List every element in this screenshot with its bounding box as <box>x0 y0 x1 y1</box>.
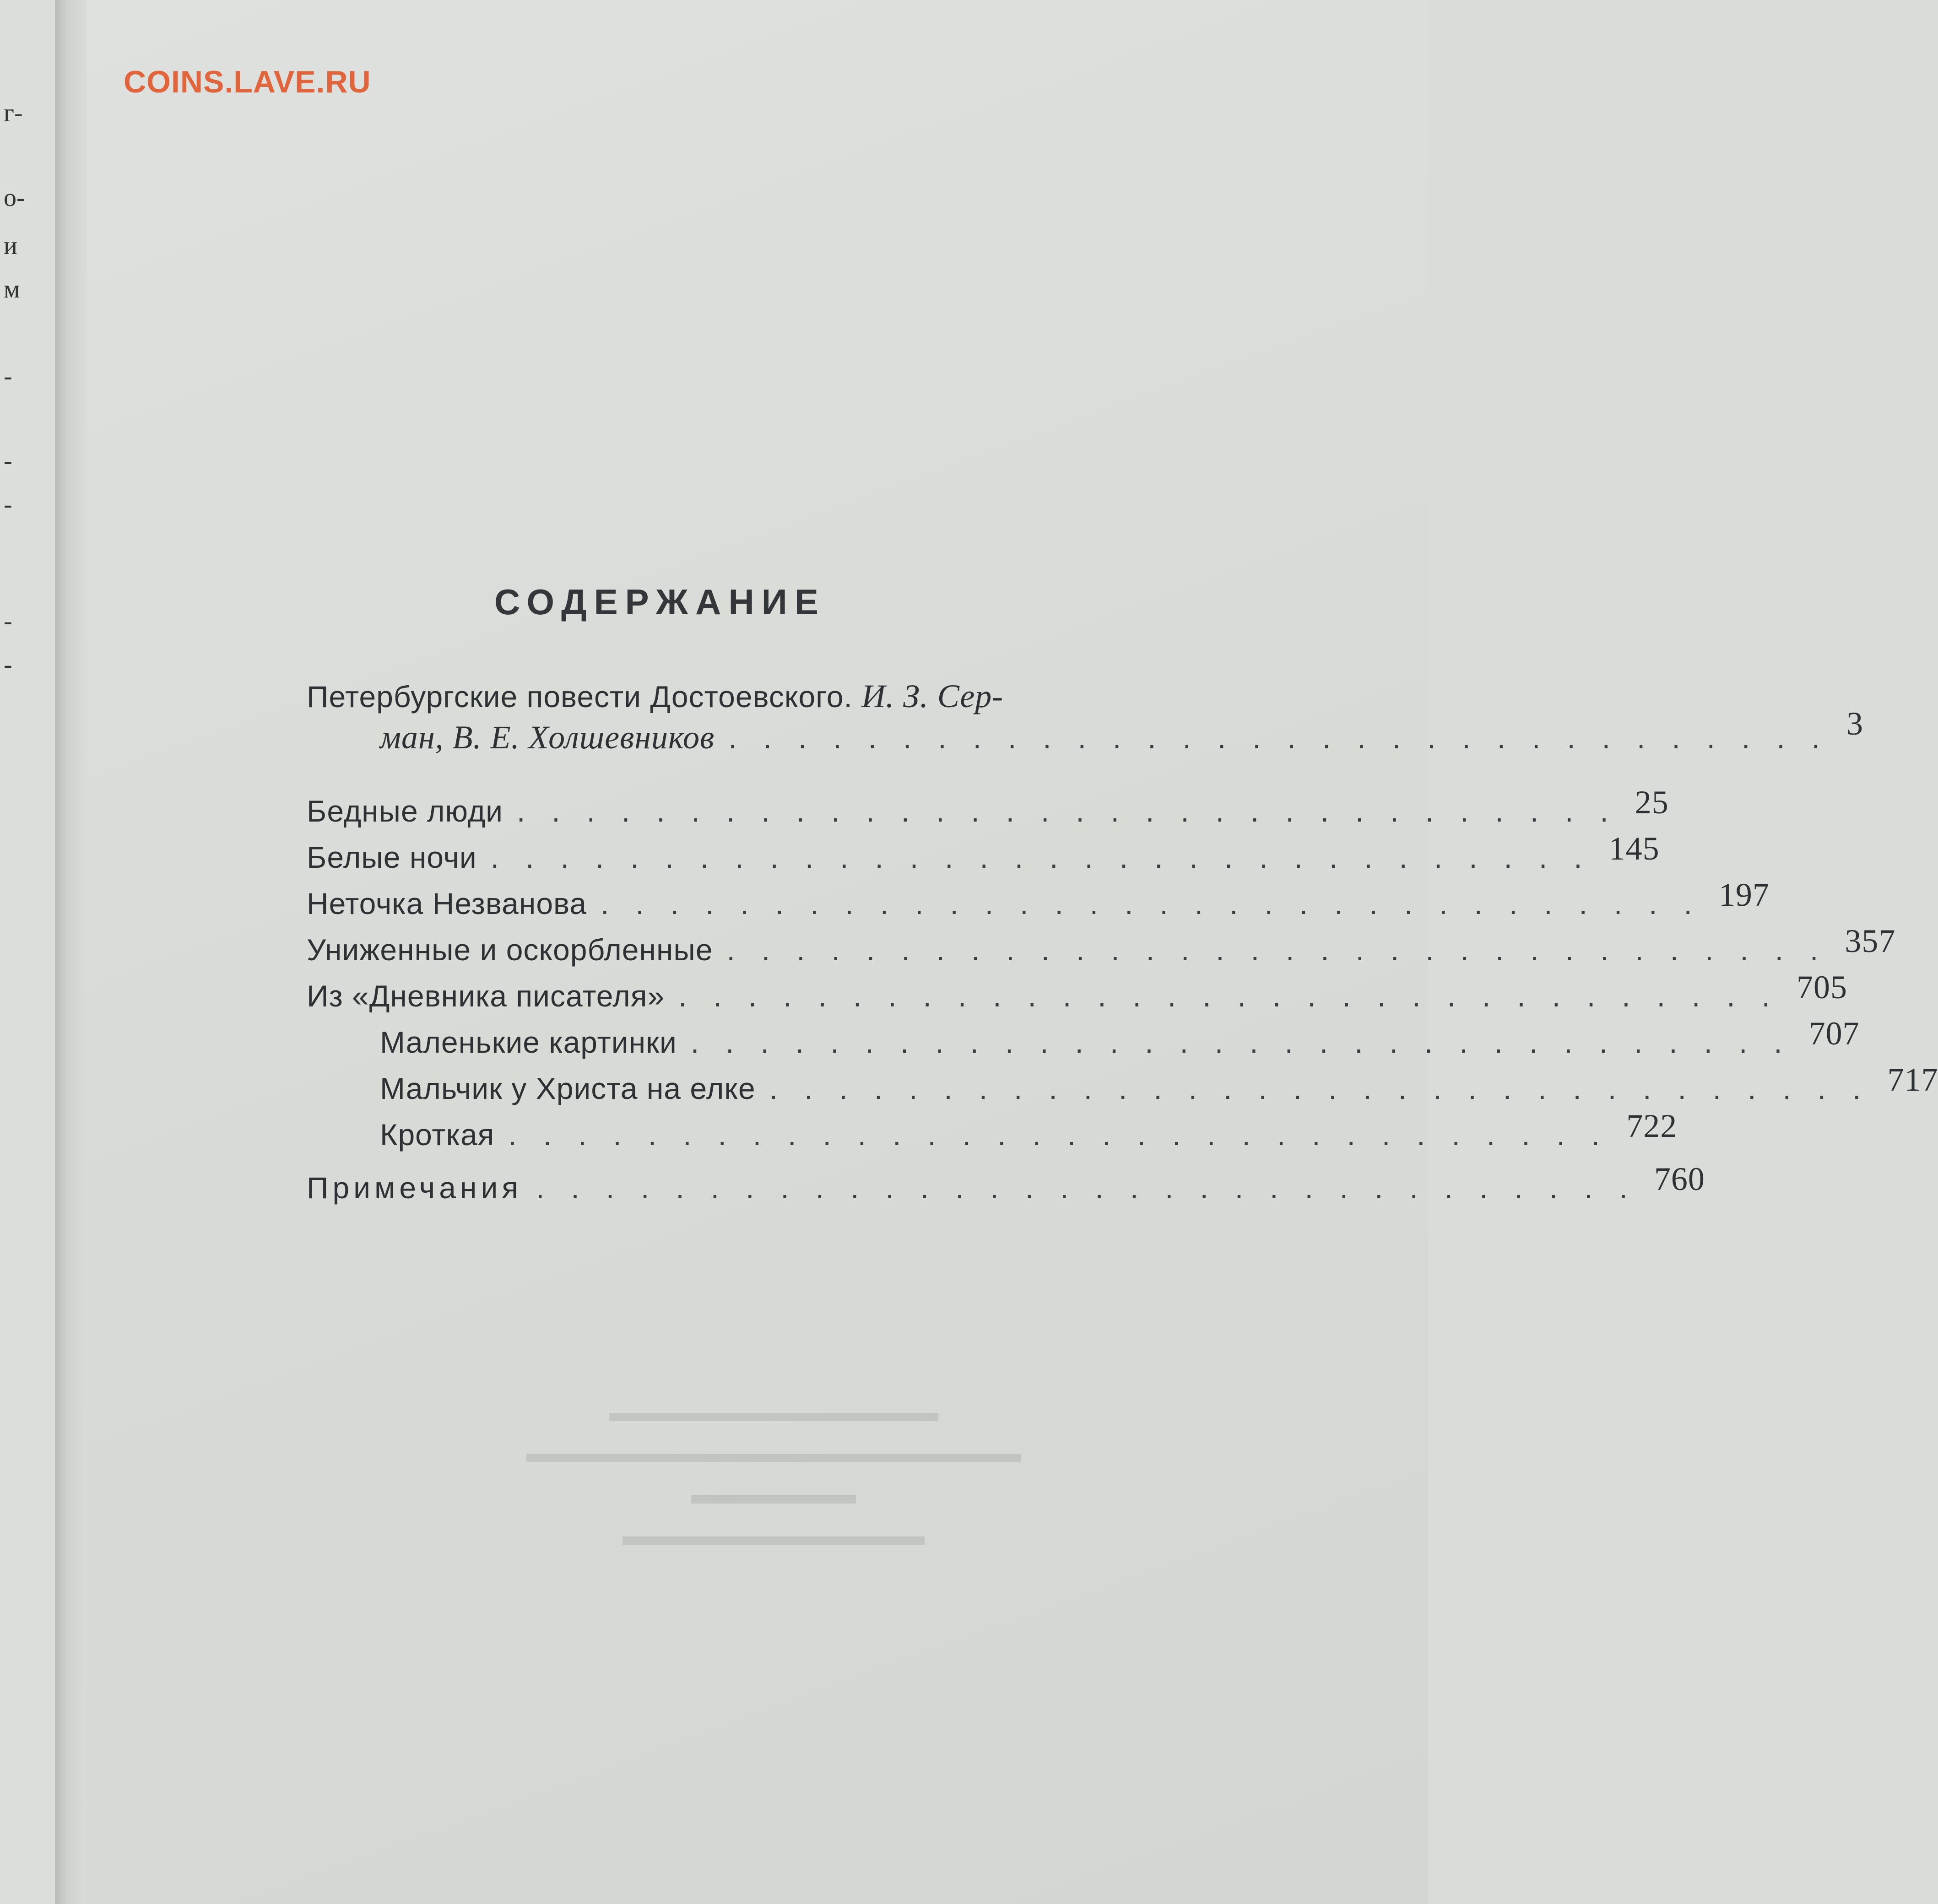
facing-page-fragment: - <box>4 490 12 519</box>
toc-entry-title: Примечания <box>307 1171 523 1205</box>
toc-entry <box>307 784 1669 838</box>
dot-leader: ................................ <box>690 1025 1809 1059</box>
toc-entry-title: Маленькие картинки <box>380 1025 677 1059</box>
toc-page-number: 357 <box>1845 923 1896 959</box>
facing-page-fragment: и <box>4 232 17 260</box>
toc-entry-title: Из «Дневника писателя» <box>307 979 665 1013</box>
facing-page-fragment: о- <box>4 184 25 212</box>
facing-page-fragment: - <box>4 650 12 679</box>
toc-page-number: 707 <box>1808 1015 1860 1052</box>
dot-leader: ................................ <box>536 1171 1654 1205</box>
facing-page-fragment: - <box>4 447 12 475</box>
book-page <box>87 0 1938 1904</box>
toc-intro-author-1: И. З. Сер- <box>861 678 1004 714</box>
dot-leader: ................................ <box>678 979 1797 1013</box>
dot-leader: ................................ <box>490 840 1609 874</box>
dot-leader: ................................ <box>726 933 1845 967</box>
toc-entry <box>307 830 1660 884</box>
toc-page-number: 722 <box>1626 1108 1678 1144</box>
facing-page-fragment: м <box>4 275 20 303</box>
toc-intro-author-2: ман, В. Е. Холшевников <box>380 719 715 756</box>
watermark: COINS.LAVE.RU <box>124 65 371 99</box>
toc-entry <box>307 969 1847 1022</box>
toc-entry <box>307 1108 1678 1161</box>
toc-intro-line-2 <box>307 705 1864 764</box>
toc-page-number: 3 <box>1846 705 1864 742</box>
toc-title: СОДЕРЖАНИЕ <box>494 582 826 622</box>
toc-entry <box>307 923 1896 976</box>
toc-entry <box>307 1015 1860 1069</box>
toc-intro-plain: Петербургские повести Достоевского. <box>307 680 853 714</box>
toc-intro-line-1 <box>307 677 1305 723</box>
toc-page-number: 760 <box>1654 1161 1705 1197</box>
facing-page-edge <box>0 0 55 1904</box>
toc-page-number: 197 <box>1718 876 1770 913</box>
dot-leader: ................................ <box>601 887 1719 920</box>
bleed-through-imprint: ▬▬▬▬▬▬▬▬▬▬▬▬ ▬▬▬▬▬▬▬▬▬▬▬▬▬▬▬▬▬▬ ▬▬▬▬▬▬ ▬▬▬▬▬▬▬▬▬▬▬ <box>526 1397 1021 1551</box>
toc-page-number: 717 <box>1887 1061 1938 1098</box>
toc-page-number: 145 <box>1608 830 1660 867</box>
toc-entry <box>307 1061 1938 1115</box>
toc-entry-title: Белые ночи <box>307 840 477 874</box>
book-gutter <box>55 0 87 1904</box>
facing-page-fragment: - <box>4 607 12 635</box>
facing-page-fragment: г- <box>4 99 23 127</box>
toc-entry-title: Бедные люди <box>307 794 503 828</box>
dot-leader: ................................ <box>508 1118 1627 1152</box>
toc-entry-title: Неточка Незванова <box>307 887 587 920</box>
toc-entry <box>307 1161 1705 1214</box>
toc-page-number: 25 <box>1635 784 1669 821</box>
toc-page-number: 705 <box>1796 969 1847 1006</box>
toc-entry-title: Мальчик у Христа на елке <box>380 1071 756 1105</box>
dot-leader: ................................ <box>728 721 1847 755</box>
toc-entry-title: Униженные и оскорбленные <box>307 933 713 967</box>
dot-leader: ................................ <box>516 794 1635 828</box>
dot-leader: ................................ <box>769 1071 1888 1105</box>
toc-entry <box>307 876 1770 930</box>
facing-page-fragment: - <box>4 362 12 390</box>
toc-entry-title: Кроткая <box>380 1118 495 1152</box>
